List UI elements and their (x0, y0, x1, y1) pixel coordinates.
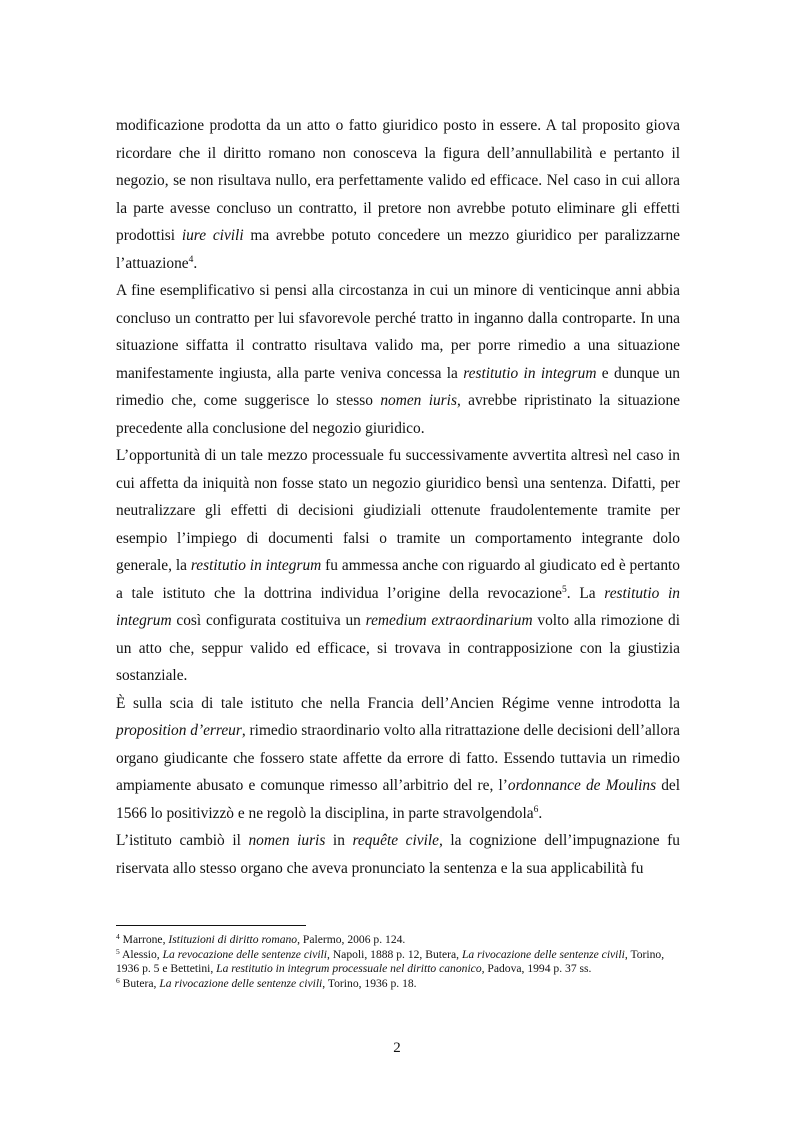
text-run: , Torino, 1936 p. 18. (322, 976, 417, 990)
text-run: Alessio, (119, 947, 163, 961)
footnote-marker: 6 (533, 804, 539, 815)
italic-text: nomen iuris (248, 832, 326, 849)
text-run: così configurata costituiva un (171, 612, 366, 629)
italic-text: La restitutio in integrum processuale nel diritto canonico, (216, 962, 485, 976)
paragraph (116, 442, 680, 690)
text-run: Butera, (119, 976, 160, 990)
paragraph (116, 112, 680, 277)
text-run: L’opportunità di un tale mezzo processuale fu successivamente avvertita altresì nel caso in cui affetta da iniquità non fosse stato un negozio giuridico bensì una sentenza. Difatti, per neutralizzare gli effetti di decisioni giudiziali ottenute fraudolentemente tramite per esempio l’impiego di documenti falsi o tramite un comportamento integrante dolo generale, la (116, 447, 680, 574)
text-run: A fine esemplificativo si pensi alla circostanza in cui un minore di venticinque anni abbia concluso un contratto per lui sfavorevole perché tratto in inganno dalla controparte. In una situazione siffatta il contratto risultava valido ma, per porre rimedio a una situazione manifestamente ingiusta, alla parte veniva concessa la (116, 282, 680, 382)
italic-text: restitutio in integrum (190, 557, 322, 574)
footnote (116, 933, 680, 948)
italic-text: La rivocazione delle sentenze civili (461, 947, 625, 961)
italic-text: iure civili (181, 227, 244, 244)
italic-text: nomen iuris (380, 392, 457, 409)
text-run: , rimedio straordinario volto alla ritrattazione delle decisioni dell’allora organo giudicante che fossero state affette da errore di fatto. Essendo tuttavia un rimedio ampiamente abusato e comunque rimesso all’arbitrio del re, l’ (116, 722, 680, 794)
text-run: Marrone, (119, 933, 169, 946)
text-run: fu ammessa anche con riguardo al giudicato ed è pertanto a tale istituto che la dottrina individua l’origine della revocazione (116, 557, 680, 602)
italic-text: remedium extraordinarium (365, 612, 533, 629)
text-run: in (325, 832, 353, 849)
italic-text: restitutio in integrum (116, 584, 680, 629)
text-run: del 1566 lo positivizzò e ne regolò la disciplina, in parte stravolgendola (116, 777, 681, 822)
body-text (116, 112, 680, 882)
text-run: . (538, 804, 543, 822)
text-run: , Palermo, 2006 p. 124. (297, 933, 406, 946)
text-run: È sulla scia di tale istituto che nella Francia dell’Ancien Régime venne introdotta la (116, 694, 680, 712)
paragraph (116, 690, 680, 828)
paragraph (116, 827, 680, 882)
footnotes (116, 933, 680, 991)
text-run: L’istituto cambiò il (116, 832, 249, 849)
text-run: volto alla rimozione di un atto che, seppur valido ed efficace, si trovava in contrapposizione con la giustizia sostanziale. (116, 612, 681, 684)
text-run: e dunque un rimedio che, come suggerisce lo stesso (116, 364, 681, 409)
italic-text: ordonnance de Moulins (507, 777, 657, 794)
text-run: , Napoli, 1888 p. 12, Butera, (327, 947, 462, 961)
footnote-marker: 5 (116, 946, 120, 956)
text-run: . La (566, 584, 605, 602)
italic-text: Istituzioni di diritto romano (168, 933, 298, 946)
page-number: 2 (393, 1040, 401, 1056)
footnote (116, 948, 680, 977)
text-run: modificazione prodotta da un atto o fatto giuridico posto in essere. A tal proposito giova ricordare che il diritto romano non conosceva la figura dell’annullabilità e pertanto il negozio, se non risultava nullo, era perfettamente valido ed efficace. Nel caso in cui allora la parte avesse concluso un contratto, il pretore non avrebbe potuto eliminare gli effetti prodottisi (116, 117, 680, 244)
footnote-separator (116, 925, 306, 926)
italic-text: restitutio in integrum (463, 364, 597, 382)
text-run: Padova, 1994 p. 37 ss. (484, 962, 592, 976)
paragraph (116, 277, 680, 442)
text-run: ma avrebbe potuto concedere un mezzo giuridico per paralizzarne l’attuazione (116, 227, 680, 272)
footnote (116, 977, 680, 992)
text-run: . (193, 254, 198, 272)
italic-text: La revocazione delle sentenze civili (162, 947, 328, 961)
footnote-marker: 6 (116, 975, 120, 985)
footnote-marker: 4 (116, 932, 120, 941)
italic-text: requête civile, (352, 832, 443, 849)
text-run: , Torino, 1936 p. 5 e Bettetini, (116, 947, 665, 976)
text-run: la cognizione dell’impugnazione fu riservata allo stesso organo che aveva pronunciato la sentenza e la sua applicabilità fu (116, 832, 680, 877)
footnote-marker: 5 (562, 584, 567, 595)
italic-text: La rivocazione delle sentenze civili (159, 976, 323, 990)
footnote-marker: 4 (188, 254, 194, 265)
italic-text: proposition d’erreur (116, 722, 242, 739)
text-run: , avrebbe ripristinato la situazione precedente alla conclusione del negozio giuridico. (116, 392, 680, 437)
